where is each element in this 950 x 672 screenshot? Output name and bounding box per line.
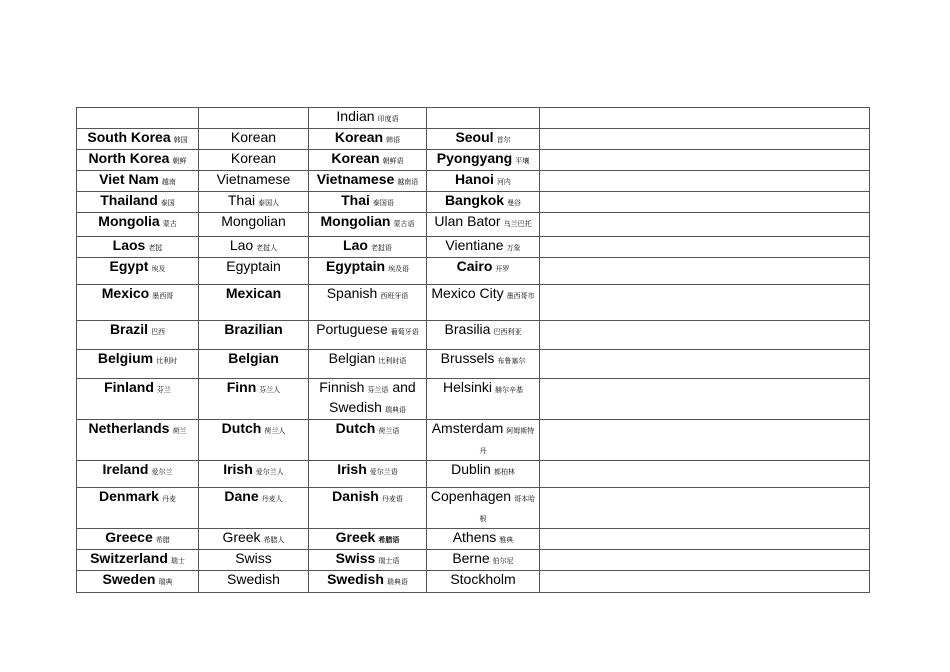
table-row [77,529,870,550]
notes-cell [540,350,870,379]
capital-cell: Copenhagen 哥本哈根 [427,488,540,529]
notes-cell [540,321,870,350]
nationality-cell: Irish 爱尔兰人 [199,461,309,488]
nationality-cell: Dane 丹麦人 [199,488,309,529]
table-row [77,571,870,593]
language-cell: Irish 爱尔兰语 [309,461,427,488]
capital-cell: Seoul 首尔 [427,129,540,150]
notes-cell [540,171,870,192]
language-cell: Indian 印度语 [309,108,427,129]
table-row [77,237,870,258]
language-cell: Finnish 芬兰语 and Swedish 瑞典语 [309,379,427,420]
capital-cell: Helsinki 赫尔辛基 [427,379,540,420]
country-cell: Greece 希腊 [77,529,199,550]
language-cell: Mongolian 蒙古语 [309,213,427,237]
language-cell: Lao 老挝语 [309,237,427,258]
notes-cell [540,129,870,150]
language-cell: Dutch 荷兰语 [309,420,427,461]
nationality-cell: Korean [199,129,309,150]
language-cell: Portuguese 葡萄牙语 [309,321,427,350]
notes-cell [540,237,870,258]
capital-cell: Ulan Bator 乌兰巴托 [427,213,540,237]
table-row [77,108,870,129]
notes-cell [540,571,870,593]
nationality-cell: Egyptain [199,258,309,285]
notes-cell [540,285,870,321]
country-cell: Mongolia 蒙古 [77,213,199,237]
language-cell: Vietnamese 越南语 [309,171,427,192]
country-cell: South Korea 韩国 [77,129,199,150]
table-row [77,461,870,488]
table-row [77,420,870,461]
nationality-cell [199,108,309,129]
capital-cell: Hanoi 河内 [427,171,540,192]
notes-cell [540,192,870,213]
table-row [77,550,870,571]
capital-cell: Amsterdam 阿姆斯特丹 [427,420,540,461]
country-cell: North Korea 朝鲜 [77,150,199,171]
nationality-cell: Greek 希腊人 [199,529,309,550]
nationality-cell: Dutch 荷兰人 [199,420,309,461]
language-cell: Spanish 西班牙语 [309,285,427,321]
notes-cell [540,108,870,129]
nationality-cell: Belgian [199,350,309,379]
notes-cell [540,461,870,488]
notes-cell [540,213,870,237]
language-cell: Swiss 瑞士语 [309,550,427,571]
capital-cell: Brasilia 巴西利亚 [427,321,540,350]
table-row [77,213,870,237]
notes-cell [540,379,870,420]
notes-cell [540,550,870,571]
table-row [77,488,870,529]
country-cell: Netherlands 荷兰 [77,420,199,461]
capital-cell [427,108,540,129]
notes-cell [540,529,870,550]
table-row [77,192,870,213]
country-cell: Denmark 丹麦 [77,488,199,529]
capital-cell: Athens 雅典 [427,529,540,550]
language-cell: Greek 希腊语 [309,529,427,550]
table-row [77,321,870,350]
country-cell: Sweden 瑞典 [77,571,199,593]
language-cell: Korean 朝鲜语 [309,150,427,171]
language-cell: Egyptain 埃及语 [309,258,427,285]
capital-cell: Berne 伯尔尼 [427,550,540,571]
nationality-cell: Mexican [199,285,309,321]
language-cell: Danish 丹麦语 [309,488,427,529]
table-row [77,350,870,379]
nationality-cell: Finn 芬兰人 [199,379,309,420]
country-cell: Ireland 爱尔兰 [77,461,199,488]
language-cell: Swedish 瑞典语 [309,571,427,593]
nationality-cell: Korean [199,150,309,171]
nationality-cell: Swedish [199,571,309,593]
country-cell [77,108,199,129]
language-cell: Korean 韩语 [309,129,427,150]
capital-cell: Mexico City 墨西哥市 [427,285,540,321]
notes-cell [540,150,870,171]
notes-cell [540,258,870,285]
nationality-cell: Vietnamese [199,171,309,192]
table-row [77,379,870,420]
capital-cell: Vientiane 万象 [427,237,540,258]
capital-cell: Stockholm [427,571,540,593]
country-cell: Brazil 巴西 [77,321,199,350]
capital-cell: Dublin 都柏林 [427,461,540,488]
table-row [77,150,870,171]
country-cell: Switzerland 瑞士 [77,550,199,571]
country-cell: Mexico 墨西哥 [77,285,199,321]
table-row [77,171,870,192]
country-cell: Belgium 比利时 [77,350,199,379]
table-row [77,258,870,285]
notes-cell [540,488,870,529]
nationality-cell: Mongolian [199,213,309,237]
country-cell: Egypt 埃及 [77,258,199,285]
country-cell: Viet Nam 越南 [77,171,199,192]
capital-cell: Bangkok 曼谷 [427,192,540,213]
language-cell: Belgian 比利时语 [309,350,427,379]
country-language-table [76,107,870,593]
country-cell: Laos 老挝 [77,237,199,258]
capital-cell: Pyongyang 平壤 [427,150,540,171]
table-row [77,285,870,321]
nationality-cell: Brazilian [199,321,309,350]
nationality-cell: Swiss [199,550,309,571]
capital-cell: Cairo 开罗 [427,258,540,285]
notes-cell [540,420,870,461]
table-row [77,129,870,150]
capital-cell: Brussels 布鲁塞尔 [427,350,540,379]
nationality-cell: Thai 泰国人 [199,192,309,213]
country-cell: Thailand 泰国 [77,192,199,213]
nationality-cell: Lao 老挝人 [199,237,309,258]
language-cell: Thai 泰国语 [309,192,427,213]
country-cell: Finland 芬兰 [77,379,199,420]
